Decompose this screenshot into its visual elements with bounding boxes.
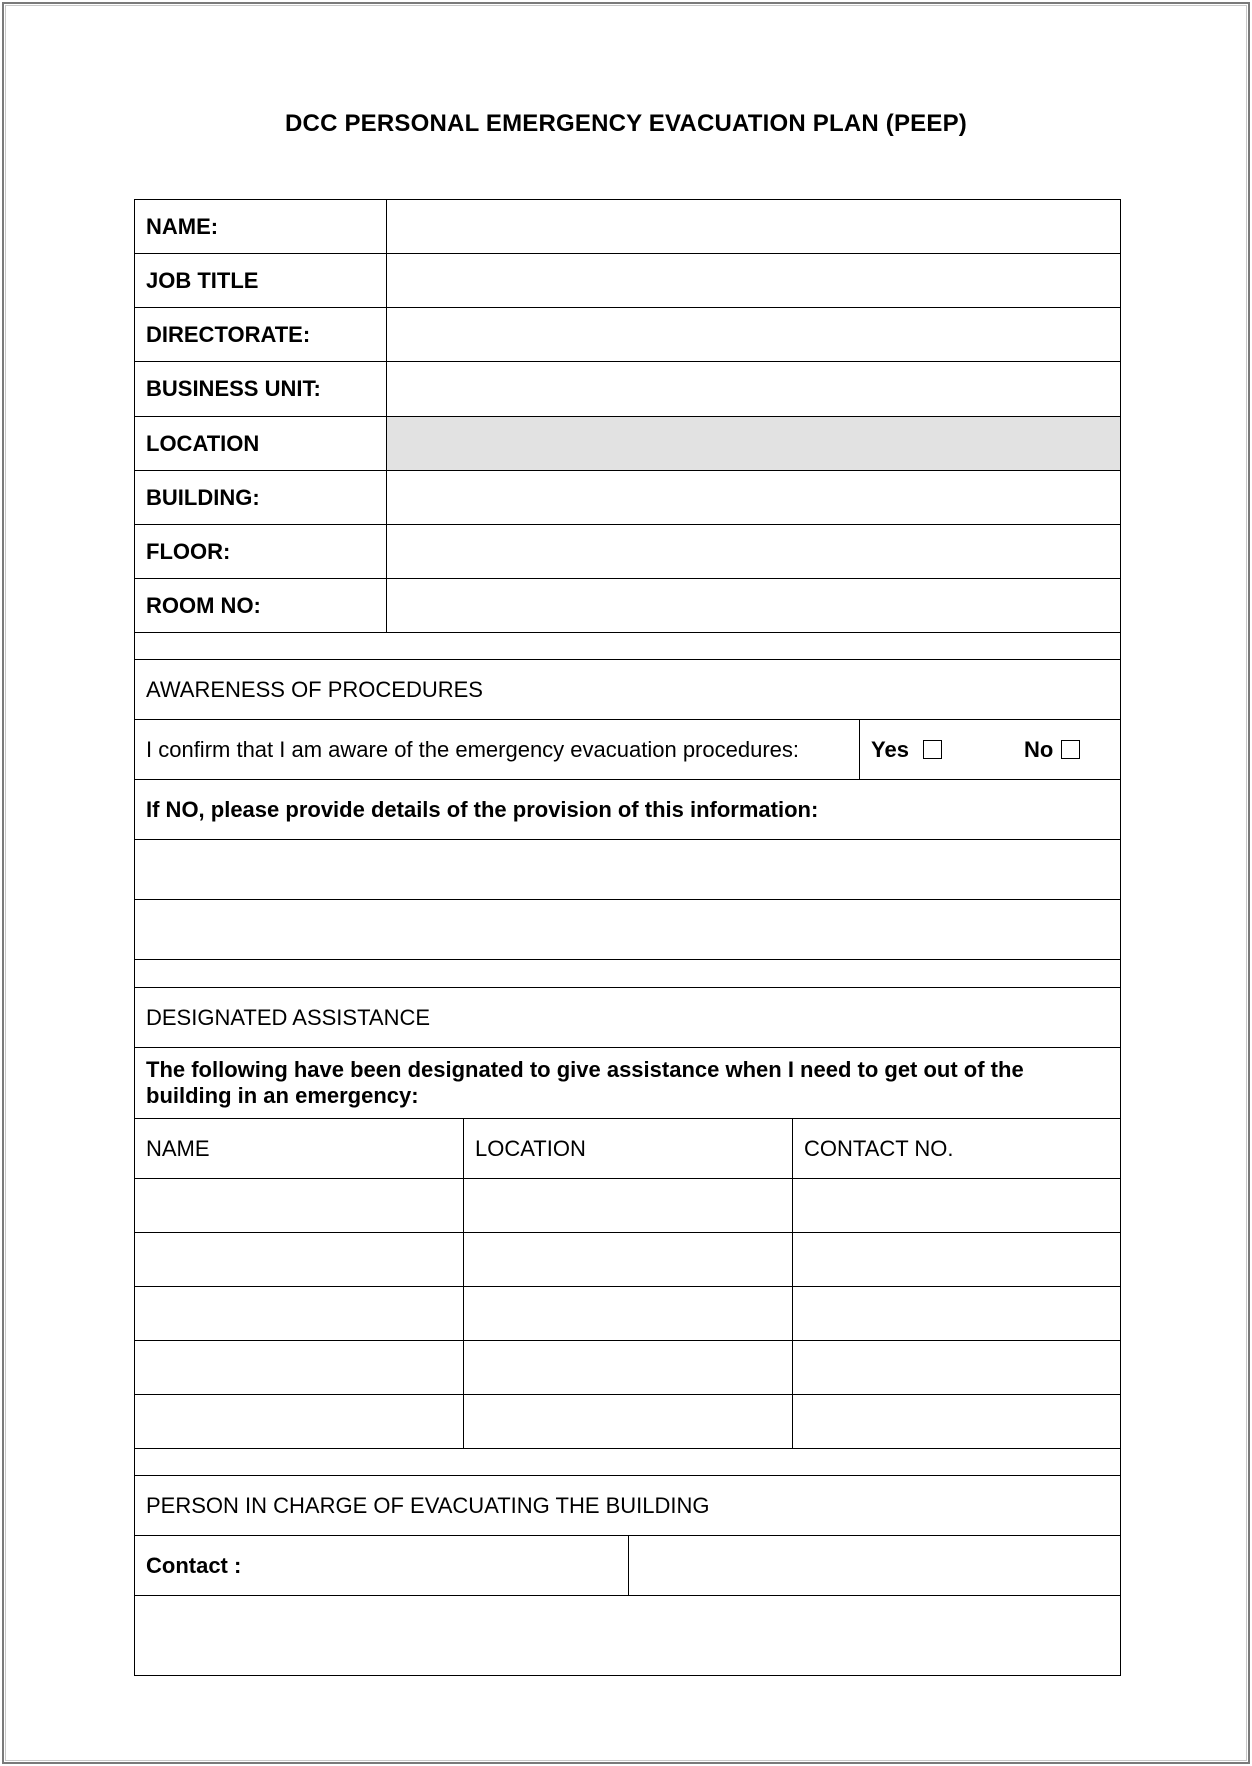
- assistant-location-cell[interactable]: [464, 1287, 792, 1340]
- row-floor: [134, 525, 1121, 579]
- person-in-charge-heading-row: [134, 1476, 1121, 1536]
- document-title: DCC PERSONAL EMERGENCY EVACUATION PLAN (PEEP): [285, 110, 967, 137]
- assistant-contact-cell[interactable]: [793, 1287, 1120, 1340]
- assistant-location-cell[interactable]: [464, 1179, 792, 1232]
- person-in-charge-heading: PERSON IN CHARGE OF EVACUATING THE BUILDING: [146, 1492, 710, 1518]
- assistant-location-cell[interactable]: [464, 1395, 792, 1448]
- row-location: [134, 417, 1121, 471]
- assistant-name-cell[interactable]: [135, 1233, 463, 1286]
- contact-row: [134, 1536, 1121, 1596]
- room-no-label: ROOM NO:: [146, 592, 261, 618]
- assistant-contact-cell[interactable]: [793, 1341, 1120, 1394]
- building-field[interactable]: [387, 471, 1120, 524]
- contact-field[interactable]: [629, 1536, 1120, 1595]
- awareness-heading-row: [134, 660, 1121, 720]
- if-no-details-field-2[interactable]: [135, 900, 1120, 959]
- assistant-name-cell[interactable]: [135, 1287, 463, 1340]
- business-unit-field[interactable]: [387, 362, 1120, 416]
- no-label: No: [1024, 736, 1054, 762]
- contact-label: Contact :: [146, 1552, 242, 1578]
- col-header-name: NAME: [146, 1135, 210, 1161]
- person-in-charge-notes-field[interactable]: [135, 1596, 1120, 1675]
- no-checkbox[interactable]: [1061, 740, 1080, 759]
- assistant-contact-cell[interactable]: [793, 1395, 1120, 1448]
- spacer-row: [134, 1449, 1121, 1476]
- floor-label: FLOOR:: [146, 538, 231, 564]
- spacer-row: [134, 633, 1121, 660]
- assistant-name-cell[interactable]: [135, 1179, 463, 1232]
- row-directorate: [134, 308, 1121, 362]
- assistance-heading-row: [134, 988, 1121, 1048]
- room-no-field[interactable]: [387, 579, 1120, 632]
- name-field[interactable]: [387, 200, 1120, 253]
- assistant-name-cell[interactable]: [135, 1341, 463, 1394]
- table-row: [134, 1287, 1121, 1341]
- floor-field[interactable]: [387, 525, 1120, 578]
- row-job-title: [134, 254, 1121, 308]
- row-building: [134, 471, 1121, 525]
- if-no-details-field-1[interactable]: [135, 840, 1120, 899]
- awareness-confirm-text: I confirm that I am aware of the emergency evacuation procedures:: [146, 736, 799, 762]
- assistance-intro-row: [134, 1048, 1121, 1119]
- table-row: [134, 1233, 1121, 1287]
- assistant-location-cell[interactable]: [464, 1341, 792, 1394]
- yes-option[interactable]: [860, 720, 1010, 779]
- awareness-confirm-row: [134, 720, 1121, 780]
- job-title-field[interactable]: [387, 254, 1120, 307]
- assistance-heading: DESIGNATED ASSISTANCE: [146, 1004, 431, 1030]
- if-no-details-line-1: [134, 840, 1121, 900]
- if-no-details-line-2: [134, 900, 1121, 960]
- no-option[interactable]: [1010, 720, 1120, 779]
- spacer-row: [134, 960, 1121, 988]
- assistant-location-cell[interactable]: [464, 1233, 792, 1286]
- assistant-name-cell[interactable]: [135, 1395, 463, 1448]
- document-page: [2, 2, 1250, 1764]
- col-header-contact: CONTACT NO.: [804, 1135, 954, 1161]
- assistance-intro: The following have been designated to give assistance when I need to get out of the building in an emergency:: [146, 1057, 1024, 1108]
- row-business-unit: [134, 362, 1121, 417]
- assistant-contact-cell[interactable]: [793, 1233, 1120, 1286]
- awareness-heading: AWARENESS OF PROCEDURES: [146, 676, 483, 702]
- assistant-contact-cell[interactable]: [793, 1179, 1120, 1232]
- directorate-label: DIRECTORATE:: [146, 321, 311, 347]
- person-in-charge-notes-row: [134, 1596, 1121, 1676]
- row-room-no: [134, 579, 1121, 633]
- location-label: LOCATION: [146, 430, 260, 456]
- building-label: BUILDING:: [146, 484, 260, 510]
- row-name: [134, 199, 1121, 254]
- location-shaded-field: [387, 417, 1120, 470]
- directorate-field[interactable]: [387, 308, 1120, 361]
- name-label: NAME:: [146, 213, 219, 239]
- table-row: [134, 1341, 1121, 1395]
- business-unit-label: BUSINESS UNIT:: [146, 376, 321, 401]
- yes-checkbox[interactable]: [923, 740, 942, 759]
- col-header-location: LOCATION: [475, 1135, 586, 1161]
- table-row: [134, 1395, 1121, 1449]
- if-no-row: [134, 780, 1121, 840]
- yes-label: Yes: [871, 736, 909, 762]
- job-title-label: JOB TITLE: [146, 267, 259, 293]
- if-no-text: If NO, please provide details of the provision of this information:: [146, 796, 819, 822]
- assistance-header-row: [134, 1119, 1121, 1179]
- table-row: [134, 1179, 1121, 1233]
